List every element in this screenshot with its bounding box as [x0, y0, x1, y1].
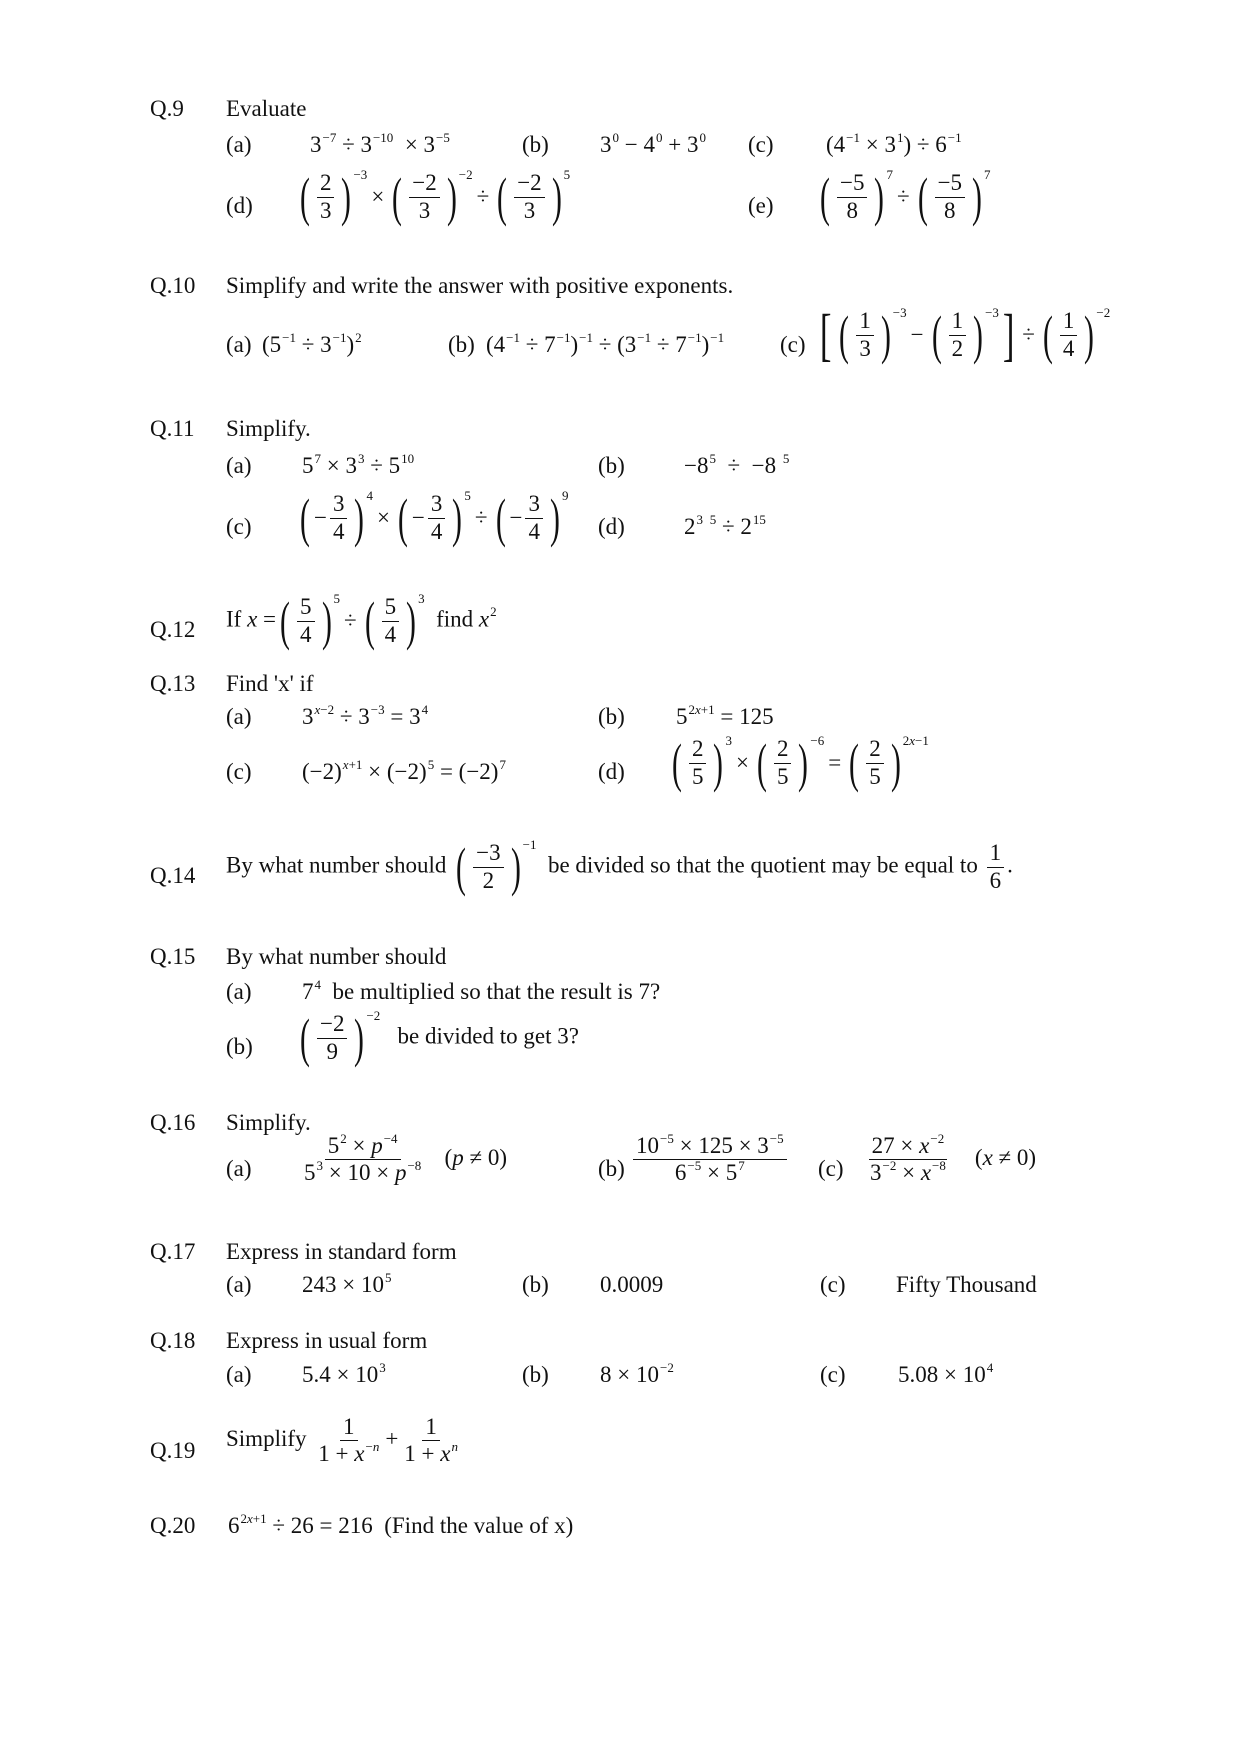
math-expression: $(5^{-1} \div 3^{-1})^2$: [262, 330, 362, 357]
question-stem: Find 'x' if: [226, 671, 314, 696]
math-expression: $243 \times 10^5$: [302, 1270, 392, 1297]
question-number: Q.9: [150, 96, 184, 121]
question-number: Q.20: [150, 1513, 196, 1538]
math-expression: $(4^{-1} \times 3^1) \div 6^{-1}$: [826, 130, 962, 157]
question-stem: Simplify.: [226, 1110, 311, 1135]
math-expression: $2^3$ $^5 \div 2^{15}$: [684, 512, 766, 539]
part-label: (b): [522, 132, 549, 157]
part-label: (c): [818, 1156, 844, 1181]
part-label: (b): [598, 704, 625, 729]
question-stem: Simplify.: [226, 416, 311, 441]
question-number: Q.12: [150, 617, 196, 642]
question-stem: Evaluate: [226, 96, 307, 121]
math-expression: $5.08 \times 10^4$: [898, 1360, 994, 1387]
question-number: Q.10: [150, 273, 196, 298]
question-number: Q.18: [150, 1328, 196, 1353]
q14-tail: be divided so that the quotient may be equal to: [547, 852, 978, 878]
part-label: (a): [226, 1272, 252, 1297]
part-label: (a): [226, 453, 252, 478]
part-label: (d): [598, 514, 625, 539]
part-label: (b): [598, 1156, 625, 1181]
part-label: (a): [226, 979, 252, 1004]
question-number: Q.11: [150, 416, 195, 441]
math-expression: ( $\frac{-2}{9}$ ) −2 be divided to get 3?: [300, 1008, 579, 1068]
part-label: (a): [226, 704, 252, 729]
math-expression: [ ( $\frac{1}{3}$ ) −3 − ( $\frac{1}{2}$ ) −3 ] ÷ ( $\frac{1}{4}$ ) −2: [819, 302, 1111, 367]
question-number: Q.13: [150, 671, 196, 696]
value-text: 0.0009: [600, 1272, 664, 1297]
part-label: (b): [448, 332, 475, 357]
part-label: (c): [820, 1272, 846, 1297]
question-number: Q.17: [150, 1239, 196, 1264]
math-expression: ( $\frac{-5}{8}$ ) 7 ÷ ( $\frac{-5}{8}$ ) 7: [820, 167, 991, 227]
math-expression: By what number should ( $\frac{-3}{2}$ ) −1 be divided so that the quotient may be equal to $\frac{1}{6}$ .: [226, 837, 1013, 897]
q20-tail: (Find the value of x): [384, 1513, 574, 1538]
question-number: Q.14: [150, 863, 196, 888]
part-label: (d): [226, 193, 253, 218]
math-expression: $5.4 \times 10^3$: [302, 1360, 386, 1387]
question-stem: By what number should: [226, 944, 447, 969]
question-stem: Simplify and write the answer with positive exponents.: [226, 273, 734, 298]
math-expression: $7^4$ be multiplied so that the result is 7?: [302, 977, 661, 1004]
q15-b-text: be divided to get 3?: [397, 1023, 579, 1049]
math-expression: $6^{2x+1} \div 26 = 216$ (Find the value of x): [228, 1511, 574, 1538]
q12-if: If: [226, 606, 242, 632]
math-expression: $\frac{5^2 \times p^{-4}}{5^3 \times 10 \times p^{-8}}$ (p ≠ 0): [304, 1131, 508, 1186]
math-expression: Simplify $\frac{1}{1 + x^{-n}}$ + $\frac{1}{1 + x^n}$: [226, 1414, 458, 1467]
part-label: (c): [226, 514, 252, 539]
part-label: (c): [780, 332, 806, 357]
math-expression: $3^{-7} \div 3^{-10} \times 3^{-5}$: [310, 130, 450, 157]
question-number: Q.19: [150, 1438, 196, 1463]
part-label: (c): [226, 759, 252, 784]
math-expression: ( − $\frac{3}{4}$ ) 4 × ( − $\frac{3}{4}$ ) 5 ÷ ( − $\frac{3}{4}$ ) 9: [300, 488, 569, 548]
math-expression: $\frac{10^{-5} \times 125 \times 3^{-5}}{6^{-5} \times 5^7}$: [630, 1134, 790, 1185]
math-expression: $8 \times 10^{-2}$: [600, 1360, 674, 1387]
part-label: (e): [748, 193, 774, 218]
q19-stem: Simplify: [226, 1425, 307, 1451]
part-label: (c): [748, 132, 774, 157]
part-label: (b): [226, 1034, 253, 1059]
question-number: Q.16: [150, 1110, 196, 1135]
part-label: (a): [226, 1362, 252, 1387]
q12-find: find: [436, 606, 474, 632]
math-expression: $5^{2x+1} = 125$: [676, 702, 774, 729]
math-expression: $\frac{27 \times x^{-2}}{3^{-2} \times x^{-8}}$ (x ≠ 0): [870, 1131, 1037, 1186]
question-stem: Express in standard form: [226, 1239, 457, 1264]
math-expression: $5^7 \times 3^3 \div 5^{10}$: [302, 451, 415, 478]
math-expression: $(-2)^{x+1} \times (-2)^5 = (-2)^7$: [302, 757, 506, 784]
value-text: Fifty Thousand: [896, 1272, 1037, 1297]
part-label: (a): [226, 132, 252, 157]
math-expression: ( $\frac{2}{5}$ ) 3 × ( $\frac{2}{5}$ ) −6 = ( $\frac{2}{5}$ ) 2x−1: [672, 733, 929, 793]
part-label: (a): [226, 1156, 252, 1181]
part-label: (b): [522, 1272, 549, 1297]
part-label: (b): [522, 1362, 549, 1387]
part-label: (a): [226, 332, 252, 357]
math-expression: ( $\frac{2}{3}$ ) −3 × ( $\frac{-2}{3}$ ) −2 ÷ ( $\frac{-2}{3}$ ) 5: [300, 167, 571, 227]
math-expression: $3^0 - 4^0 + 3^0$: [600, 130, 706, 157]
part-label: (c): [820, 1362, 846, 1387]
part-label: (b): [598, 453, 625, 478]
question-number: Q.15: [150, 944, 196, 969]
math-expression: $3^{x-2} \div 3^{-3} = 3^4$: [302, 702, 429, 729]
q14-stem: By what number should: [226, 852, 447, 878]
math-expression: If x = ( $\frac{5}{4}$ ) 5 ÷ ( $\frac{5}{4}$ ) 3 find $x^2$: [226, 591, 497, 651]
math-expression: $(4^{-1} \div 7^{-1})^{-1} \div (3^{-1} \div 7^{-1})^{-1}$: [486, 330, 725, 357]
part-label: (d): [598, 759, 625, 784]
question-stem: Express in usual form: [226, 1328, 428, 1353]
math-expression: $-8^5 \div -8$ $^5$: [684, 451, 790, 478]
q15-a-text: be multiplied so that the result is 7?: [332, 979, 661, 1004]
